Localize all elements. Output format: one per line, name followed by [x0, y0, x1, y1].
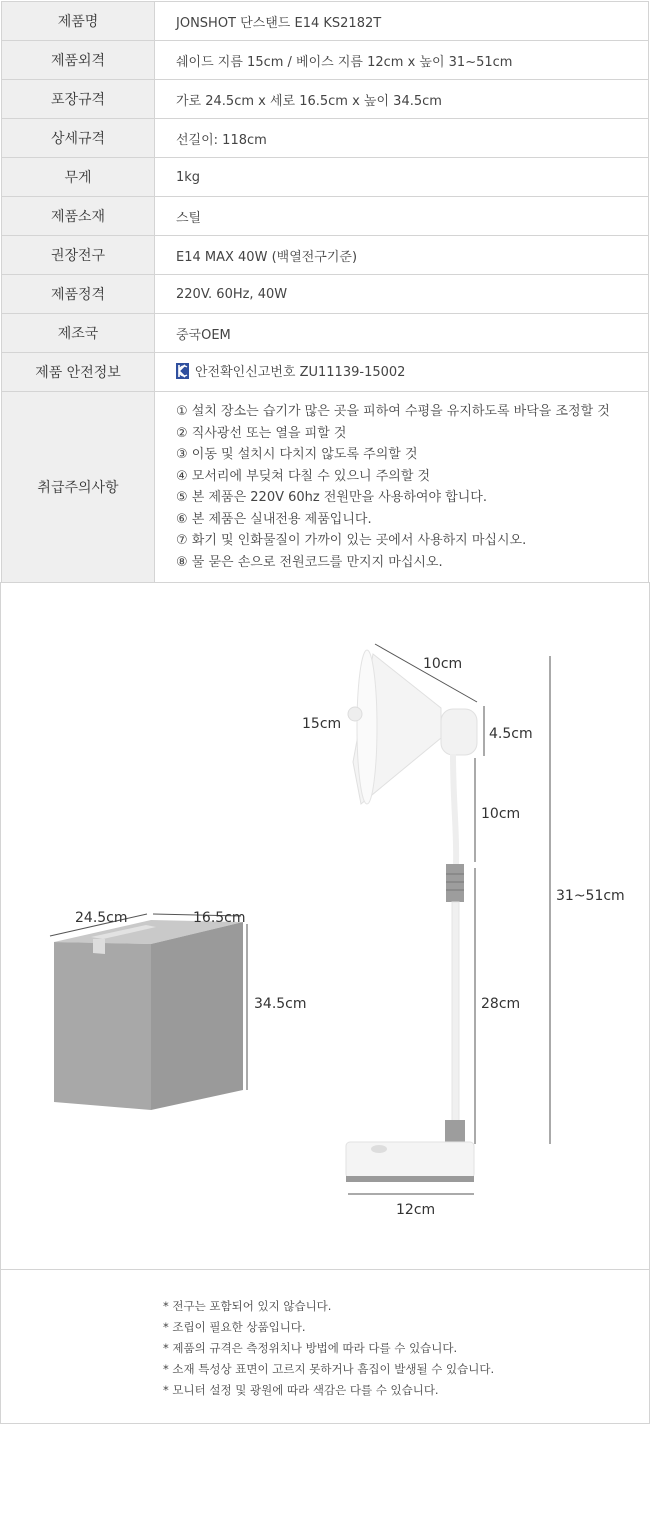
- footer-note: * 제품의 규격은 측정위치나 방법에 따라 다를 수 있습니다.: [163, 1341, 458, 1355]
- caution-item: ⑦ 화기 및 인화물질이 가까이 있는 곳에서 사용하지 마십시오.: [176, 533, 527, 548]
- spec-value: 스틸: [155, 197, 649, 236]
- box-width-label: 24.5cm: [75, 910, 128, 926]
- spec-label: 제품 안전정보: [2, 353, 155, 392]
- spec-row-bulb: [2, 236, 649, 275]
- caution-item: ① 설치 장소는 습기가 많은 곳을 피하여 수평을 유지하도록 바닥을 조정할 것: [176, 404, 610, 419]
- safety-cert-number: 안전확인신고번호 ZU11139-15002: [195, 365, 406, 381]
- dimension-diagram: [0, 582, 650, 1270]
- caution-item: ⑤ 본 제품은 220V 60hz 전원만을 사용하여야 합니다.: [176, 490, 487, 505]
- spec-row-weight: [2, 158, 649, 197]
- dimension-drawing: [1, 582, 649, 1270]
- spec-row-package-size: [2, 80, 649, 119]
- spec-row-detail: [2, 119, 649, 158]
- spec-value: JONSHOT 단스탠드 E14 KS2182T: [155, 2, 649, 41]
- spec-value: 중국OEM: [155, 314, 649, 353]
- caution-item: ④ 모서리에 부딪쳐 다칠 수 있으니 주의할 것: [176, 468, 431, 484]
- spec-label: 권장전구: [2, 236, 155, 275]
- shade-diameter-label: 15cm: [302, 716, 342, 732]
- caution-item: ⑧ 물 묻은 손으로 전원코드를 만지지 마십시오.: [176, 554, 443, 570]
- footer-note: * 모니터 설정 및 광원에 따라 색감은 다를 수 있습니다.: [163, 1383, 439, 1397]
- spec-label: 제품외격: [2, 41, 155, 80]
- base-diameter-label: 12cm: [396, 1202, 436, 1218]
- spec-label: 포장규격: [2, 80, 155, 119]
- spec-value: 선길이: 118cm: [155, 119, 649, 158]
- spec-label: 제품명: [2, 2, 155, 41]
- caution-item: ③ 이동 및 설치시 다치지 않도록 주의할 것: [176, 447, 418, 462]
- package-box-illustration: [54, 920, 243, 1110]
- box-height-label: 34.5cm: [254, 996, 307, 1012]
- box-depth-label: 16.5cm: [193, 910, 246, 926]
- spec-label: 무게: [2, 158, 155, 197]
- spec-table: [1, 1, 649, 583]
- spec-row-safety: [2, 353, 649, 392]
- socket-length-label: 4.5cm: [489, 726, 533, 742]
- footer-note: * 조립이 필요한 상품입니다.: [163, 1320, 306, 1334]
- kc-certification: [176, 361, 405, 380]
- spec-label: 제품정격: [2, 275, 155, 314]
- spec-value: [155, 353, 649, 392]
- shade-length-label: 10cm: [423, 656, 463, 672]
- caution-list: [176, 401, 648, 573]
- caution-value: [155, 392, 649, 583]
- footer-note: * 소재 특성상 표면이 고르지 못하거나 흠집이 발생될 수 있습니다.: [163, 1362, 495, 1376]
- footer-note: * 전구는 포함되어 있지 않습니다.: [163, 1299, 332, 1313]
- total-height-label: 31~51cm: [556, 888, 625, 904]
- footer-note-list: [163, 1296, 494, 1401]
- spec-row-rating: [2, 275, 649, 314]
- kc-mark-icon: [176, 363, 189, 379]
- caution-label: 취급주의사항: [2, 392, 155, 583]
- spec-label: 상세규격: [2, 119, 155, 158]
- spec-row-outer-size: [2, 41, 649, 80]
- spec-value: 가로 24.5cm x 세로 16.5cm x 높이 34.5cm: [155, 80, 649, 119]
- spec-row-name: [2, 2, 649, 41]
- lower-arm-label: 28cm: [481, 996, 521, 1012]
- spec-value: 쉐이드 지름 15cm / 베이스 지름 12cm x 높이 31~51cm: [155, 41, 649, 80]
- caution-item: ⑥ 본 제품은 실내전용 제품입니다.: [176, 511, 372, 527]
- lamp-illustration: [346, 650, 477, 1182]
- footer-notes: [0, 1269, 650, 1424]
- spec-row-origin: [2, 314, 649, 353]
- spec-label: 제조국: [2, 314, 155, 353]
- caution-item: ② 직사광선 또는 열을 피할 것: [176, 425, 347, 441]
- spec-row-material: [2, 197, 649, 236]
- spec-value: 1kg: [155, 158, 649, 197]
- spec-row-caution: [2, 392, 649, 583]
- spec-value: E14 MAX 40W (백열전구기준): [155, 236, 649, 275]
- spec-label: 제품소재: [2, 197, 155, 236]
- upper-arm-label: 10cm: [481, 806, 521, 822]
- spec-value: 220V. 60Hz, 40W: [155, 275, 649, 314]
